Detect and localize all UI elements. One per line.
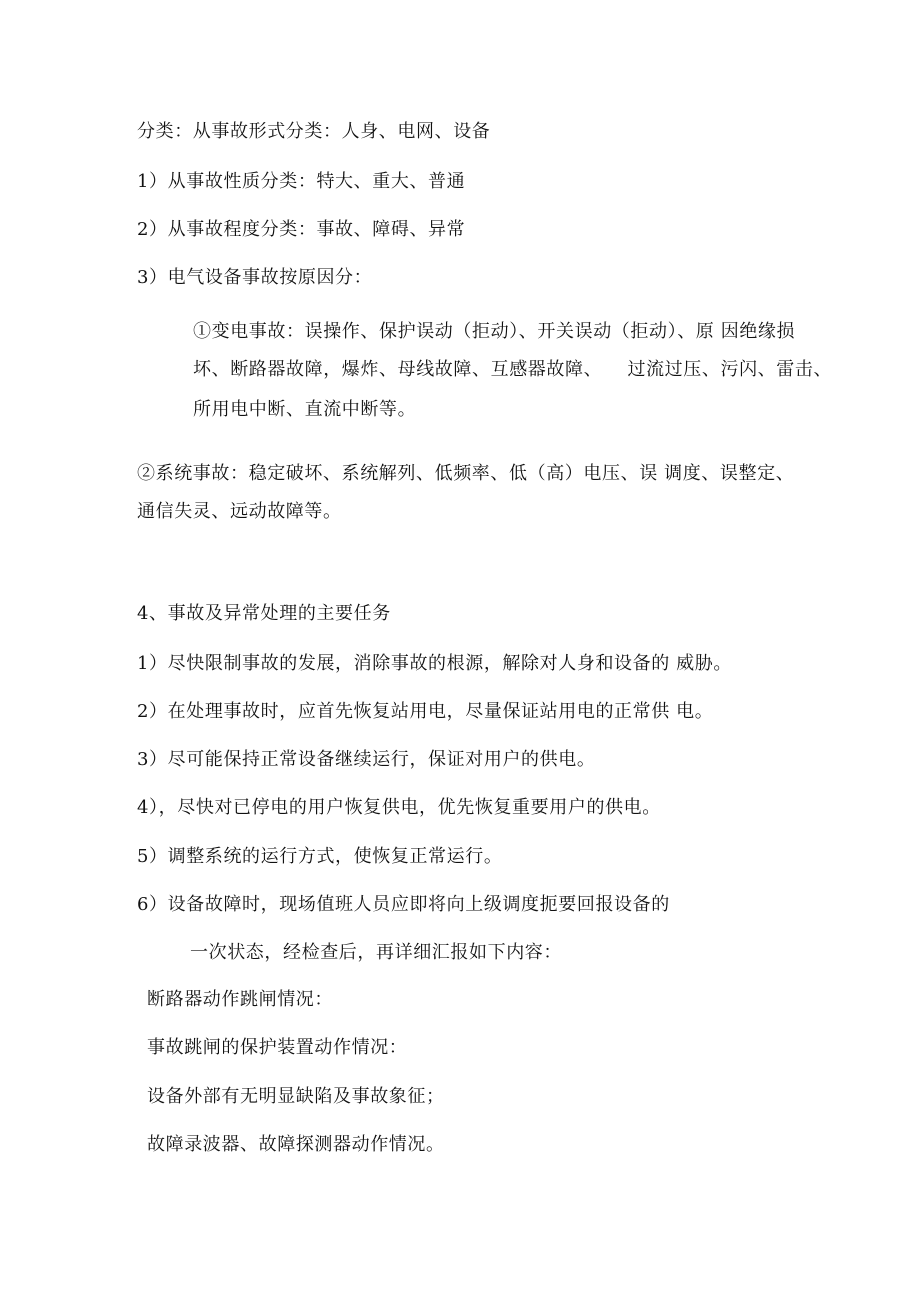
system-accident-line-1: ②系统事故：稳定破坏、系统解列、低频率、低（高）电压、误 调度、误整定、: [137, 463, 795, 484]
classification-item-3: 3）电气设备事故按原因分：: [137, 267, 373, 288]
task-item-2: 2）在处理事故时，应首先恢复站用电，尽量保证站用电的正常供 电。: [137, 701, 714, 722]
task-item-6-line-2: 一次状态，经检查后，再详细汇报如下内容：: [190, 942, 562, 963]
system-accident-line-2: 通信失灵、远动故障等。: [137, 501, 342, 522]
task-item-4: 4），尽快对已停电的用户恢复供电，优先恢复重要用户的供电。: [137, 797, 661, 818]
substation-accident-line-2: 坏、断路器故障，爆炸、母线故障、互感器故障、 过流过压、污闪、雷击、: [193, 359, 833, 380]
report-item-2: 事故跳闸的保护装置动作情况：: [147, 1037, 408, 1058]
report-item-3: 设备外部有无明显缺陷及事故象征；: [147, 1086, 445, 1107]
report-item-1: 断路器动作跳闸情况：: [147, 989, 333, 1010]
task-item-3: 3）尽可能保持正常设备继续运行，保证对用户的供电。: [137, 749, 596, 770]
classification-item-1: 1）从事故性质分类：特大、重大、普通: [137, 171, 466, 192]
task-item-6-line-1: 6）设备故障时，现场值班人员应即将向上级调度扼要回报设备的: [137, 894, 670, 915]
classification-item-2: 2）从事故程度分类：事故、障碍、异常: [137, 219, 466, 240]
report-item-4: 故障录波器、故障探测器动作情况。: [147, 1134, 445, 1155]
section-heading-4: 4、事故及异常处理的主要任务: [137, 603, 391, 624]
substation-accident-line-3: 所用电中断、直流中断等。: [193, 399, 417, 420]
task-item-5: 5）调整系统的运行方式，使恢复正常运行。: [137, 846, 503, 867]
classification-line: 分类：从事故形式分类：人身、电网、设备: [137, 121, 491, 142]
task-item-1: 1）尽快限制事故的发展，消除事故的根源，解除对人身和设备的 威胁。: [137, 653, 732, 674]
substation-accident-line-1: ①变电事故：误操作、保护误动（拒动）、开关误动（拒动）、原 因绝缘损: [193, 321, 796, 342]
